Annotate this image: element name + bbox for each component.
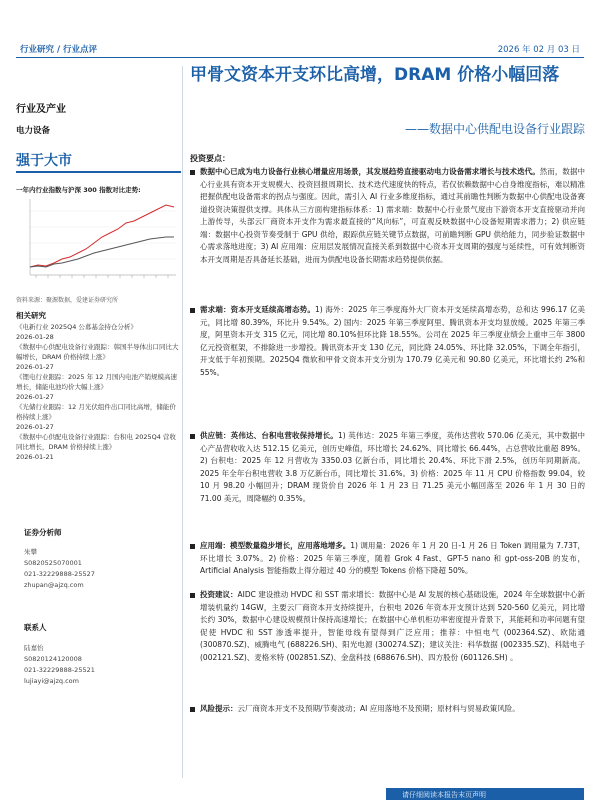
analyst-cert: S0820525070001 (24, 559, 82, 567)
report-header-bar (16, 38, 584, 58)
list-item[interactable]: 《电新行业 2025Q4 公募基金持仓分析》 2026-01-28 (16, 323, 137, 341)
report-subtitle: ——数据中心供配电设备行业跟踪 (404, 122, 585, 136)
footer-bar (386, 788, 584, 800)
hs300-index-line (30, 237, 174, 267)
analyst-heading: 证券分析师 (24, 528, 62, 537)
index-comparison-chart (16, 193, 181, 293)
chart-source-note: 资料来源：聚源数据，爱建证券研究所 (16, 297, 119, 304)
investment-point: 需求端：资本开支延续高增态势。1) 海外：2025 年三季度海外大厂资本开支延续高增态势，总和达 996.17 亿美元，同比增 80.39%，环比升 9.54%。2) 国内：2025 年第三季度阿里、腾讯资本开支均显放缓。2025 年第三季度，阿里资本开支 315 亿元，同比增 80.10%但环比降 18.55%。公司在 2025 年三季度业绩会上重申三年 3800 亿元投资框架，不排除进一步增投。腾讯资本开支 130 亿元，同比降 24.05%、环比降 32.05%，下调全年指引，开支低于年初预期。2025Q4 微软和甲骨文资本开支分别为 170.79 亿美元和 90.80 亿美元，环比增长约 2%和 55%。 (190, 304, 585, 379)
contact-name: 陆嘉怡 (24, 644, 44, 652)
report-title: 甲骨文资本开支环比高增，DRAM 价格小幅回落 (190, 65, 560, 85)
investment-point: 风险提示：云厂商资本开支不及预期/节奏波动；AI 应用落地不及预期；原材料与贸易政策风险。 (190, 703, 585, 716)
industry-label: 行业及产业 (16, 104, 66, 115)
list-item[interactable]: 《光储行业跟踪：12 月光伏组件出口同比高增，储能价格持续上涨》 2026-01-27 (16, 403, 176, 431)
bullet-icon (190, 593, 195, 598)
analyst-info (24, 547, 184, 591)
investment-point: 供应链：英伟达、台积电营收保持增长。1) 英伟达：2025 年第三季度，英伟达营收 570.06 亿美元，其中数据中心产品营收收入达 512.15 亿美元，创历史峰值，环比增长 24.62%、同比增长 66.44%，占总营收比重超 89%。2) 台积电：2025 年 12 月营收为 3350.03 亿新台币，同比增长 20.4%、环比下滑 2.5%，创历年同期新高。2025 年全年台积电营收 3.8 万亿新台币，同比增长 31.6%。3) 价格：2025 年 11 月 CPU 价格指数 99.04，较 10 月 98.20 小幅回升；DRAM 现货价自 2026 年 1 月 23 日 71.25 美元小幅回落至 2026 年 1 月 30 日的 71.00 美元，周降幅约 0.35%。 (190, 430, 585, 505)
contact-cert: S0820124120008 (24, 655, 82, 663)
investment-point: 应用端：模型数量稳步增长，应用落地增多。1) 调用量：2026 年 1 月 20 日-1 月 26 日 Token 调用量为 7.73T，环比增长 3.07%。2) 价格：2025 年第三季度，随着 Grok 4 Fast、GPT-5 nano 和 gpt-oss-20B 的发布，Artificial Analysis 智能指数上得分超过 40 分的模型 Tokens 价格下降超 50%。 (190, 540, 585, 578)
sector-name: 电力设备 (16, 126, 51, 136)
contact-phone: 021-32229888-25521 (24, 666, 95, 674)
bullet-icon (190, 544, 195, 549)
industry-index-line (30, 205, 174, 267)
report-date: 2026 年 02 月 03 日 (497, 45, 580, 55)
investment-points-heading: 投资要点： (190, 154, 230, 163)
contact-info (24, 643, 184, 687)
footer-note: 请仔细阅读本报告末页声明 (402, 791, 486, 799)
index-chart-title: 一年内行业指数与沪深 300 指数对比走势: (16, 186, 141, 194)
analyst-phone: 021-32229888-25527 (24, 570, 95, 578)
related-research-list (16, 322, 181, 462)
list-item[interactable]: 《数据中心供配电设备行业跟踪：台积电 2025Q4 营收同比增长，DRAM 价格持续上涨》 2026-01-21 (16, 433, 176, 461)
analyst-email[interactable]: zhupan@ajzq.com (24, 581, 84, 589)
rating-label: 强于大市 (16, 153, 72, 169)
bullet-icon (190, 308, 195, 313)
bullet-icon (190, 170, 195, 175)
report-category: 行业研究 / 行业点评 (20, 45, 98, 55)
list-item[interactable]: 《数据中心供配电设备行业跟踪：韩国半导体出口同比大幅增长，DRAM 价格持续上涨》 2026-01-27 (16, 343, 179, 371)
contact-heading: 联系人 (24, 623, 47, 632)
column-divider (182, 66, 183, 778)
related-research-heading: 相关研究 (16, 311, 46, 320)
rating-divider (16, 171, 181, 173)
bullet-icon (190, 434, 195, 439)
bullet-icon (190, 707, 195, 712)
index-chart-svg (16, 193, 181, 293)
analyst-name: 朱攀 (24, 548, 37, 556)
list-item[interactable]: 《锂电行业跟踪：2025 年 12 月国内电池产销规模高速增长，储能电池均价大幅上涨》 2026-01-27 (16, 373, 178, 401)
investment-point: 投资建议：AIDC 建设推动 HVDC 和 SST 需求增长：数据中心是 AI 发展的核心基础设施，2024 年全球数据中心新增装机量约 14GW，主要云厂商资本开支持续提升，台积电 2026 年资本开支预计达到 520-560 亿美元，同比增长约 30%，数据中心建设规模预计保持高速增长；在数据中心单机柜功率密度提升背景下，其能耗和功率问题有望促使 HVDC 和 SST 渗透率提升，智能母线有望得到广泛应用；推荐：中恒电气 (002364.SZ)、欧陆通 (300870.SZ)、威腾电气 (688226.SH)、阳光电源 (300274.SZ)；建议关注：科华数据 (002335.SZ)、科陆电子 (002121.SZ)、麦格米特 (002851.SZ)、金盘科技 (688676.SH)、四方股份 (601126.SH) 。 (190, 589, 585, 664)
contact-email[interactable]: lujiayi@ajzq.com (24, 677, 79, 685)
investment-point: 数据中心已成为电力设备行业核心增量应用场景，其发展趋势直接驱动电力设备需求增长与技术迭代。然而，数据中心行业具有资本开支规模大、投资回报周期长、技术迭代速度快的特点，若仅依赖数据中心自身维度指标，难以精准把握供配电设备需求的拐点与强度。因此，需引入 AI 行业多维度指标，通过其前瞻性判断为数据中心供配电设备赛道投资决策提供支撑。具体从三方面构建指标体系：1) 需求端：数据中心行业景气度由下游资本开支直接驱动并向上游传导，头部云厂商资本开支作为需求最直接的“风向标”，可直观反映数据中心设备短期需求潜力；2) 供应链端：数据中心投资节奏受制于 GPU 供给，跟踪供应链关键节点数据，可前瞻判断 GPU 供给能力，同步验证数据中心需求落地进度；3) AI 应用端：应用层发展情况直接关系到数据中心资本开支周期的强度与延续性，可有效判断资本开支周期是否具备延长基础，进而为供配电设备长期需求趋势提供依据。 (190, 166, 585, 266)
